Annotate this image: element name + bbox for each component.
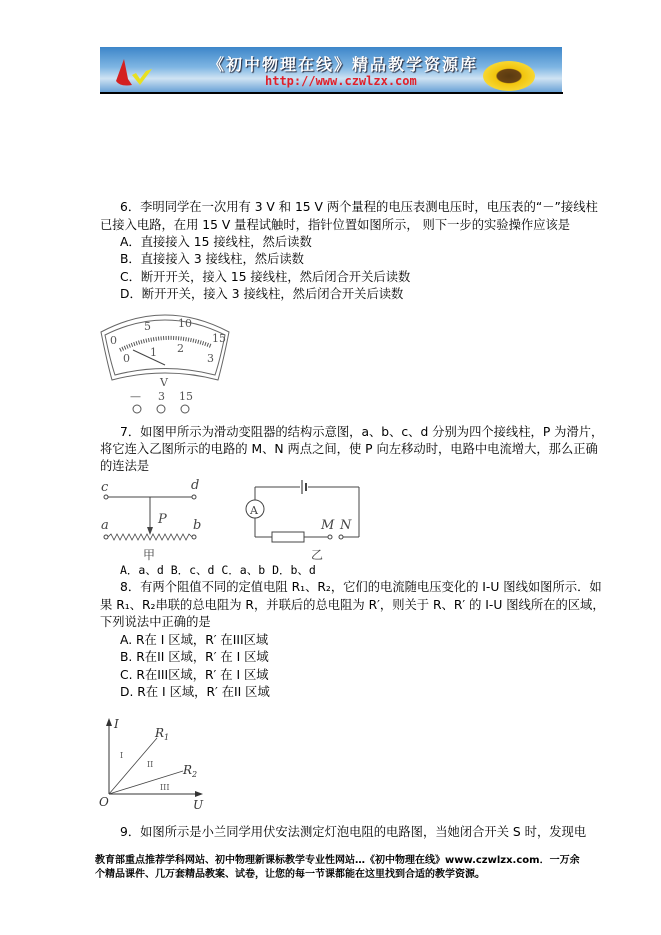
terminal-3-label: 3 <box>158 390 165 403</box>
banner-title: 《初中物理在线》精品教学资源库 <box>208 55 479 74</box>
q6-option-a: A．直接接入 15 接线柱，然后读数 <box>120 235 312 249</box>
terminal-a-label: a <box>101 518 109 533</box>
scale-top-0: 0 <box>110 334 117 347</box>
x-axis-label: U <box>193 798 204 810</box>
scale-bottom-0: 0 <box>123 352 130 365</box>
q8-option-a: A. R在 I 区域，R′ 在III区域 <box>120 633 269 647</box>
scale-top-10: 10 <box>178 317 192 330</box>
scale-bottom-3: 3 <box>207 352 214 365</box>
iu-graph-figure <box>95 710 215 810</box>
scale-bottom-2: 2 <box>177 342 184 355</box>
q8-text-line: 8．有两个阻值不同的定值电阻 R₁、R₂，它们的电流随电压变化的 I-U 图线如图所示．如 <box>120 580 602 594</box>
origin-label: O <box>99 795 109 809</box>
q7-text-line: 将它连入乙图所示的电路的 M、N 两点之间，使 P 向左移动时，电路中电流增大，那么正确 <box>100 442 598 456</box>
q6-option-d: D．断开开关，接入 3 接线柱，然后闭合开关后读数 <box>120 287 404 301</box>
q8-text-line: 下列说法中正确的是 <box>100 615 211 629</box>
q8-option-b: B. R在II 区域，R′ 在 I 区域 <box>120 650 269 664</box>
y-axis-label: I <box>114 717 119 731</box>
sunflower-image <box>483 61 535 91</box>
region-ii-label: II <box>147 760 154 769</box>
q7-text-line: 7．如图甲所示为滑动变阻器的结构示意图，a、b、c、d 分别为四个接线柱，P 为滑片， <box>120 425 604 439</box>
ammeter-label: A <box>250 504 258 517</box>
banner-url: http://www.czwlzx.com <box>265 74 417 88</box>
q7-text-line: 的连法是 <box>100 459 150 473</box>
point-m-label: M <box>321 518 335 533</box>
region-iii-label: III <box>160 783 170 792</box>
q9-text-line: 9．如图所示是小兰同学用伏安法测定灯泡电阻的电路图，当她闭合开关 S 时，发现电 <box>120 825 587 839</box>
voltmeter-figure <box>95 310 235 420</box>
site-banner <box>100 47 562 92</box>
scale-top-5: 5 <box>144 320 151 333</box>
q8-option-d: D. R在 I 区域，R′ 在II 区域 <box>120 685 270 699</box>
footer-line: 教育部重点推荐学科网站、初中物理新课标教学专业性网站…《初中物理在线》www.czwlzx.com．一万余 <box>95 855 580 866</box>
figure-jia-caption: 甲 <box>143 548 156 562</box>
slider-p-label: P <box>158 512 167 527</box>
q8-option-c: C. R在III区域，R′ 在 I 区域 <box>120 668 269 682</box>
circuit-figure-yi <box>235 475 375 565</box>
site-logo-icon <box>110 57 160 91</box>
q7-options: A．a、d B．c、d C．a、b D．b、d <box>120 563 316 577</box>
region-i-label: I <box>120 751 124 760</box>
terminal-15-label: 15 <box>179 390 193 403</box>
scale-bottom-1: 1 <box>150 346 157 359</box>
terminal-minus-label: — <box>130 390 141 403</box>
q6-option-c: C．断开开关，接入 15 接线柱，然后闭合开关后读数 <box>120 270 411 284</box>
q6-option-b: B．直接接入 3 接线柱，然后读数 <box>120 252 304 266</box>
footer-line: 个精品课件、几万套精品教案、试卷，让您的每一节课都能在这里找到合适的教学资源。 <box>95 869 485 880</box>
terminal-c-label: c <box>101 480 109 495</box>
q6-text-line: 已接入电路，在用 15 V 量程试触时，指针位置如图所示， 则下一步的实验操作应该是 <box>100 218 571 232</box>
r1-label: $R_1$ <box>155 726 170 742</box>
voltmeter-unit: V <box>160 376 168 389</box>
figure-yi-caption: 乙 <box>311 548 324 562</box>
scale-top-15: 15 <box>212 332 226 345</box>
q8-text-line: 果 R₁、R₂串联的总电阻为 R，并联后的总电阻为 R′，则关于 R、R′ 的 I-U 图线所在的区域， <box>100 598 605 612</box>
rheostat-figure-jia <box>95 475 225 565</box>
terminal-b-label: b <box>193 518 202 533</box>
point-n-label: N <box>340 518 352 533</box>
r2-label: $R_2$ <box>183 763 198 779</box>
terminal-d-label: d <box>191 478 200 493</box>
banner-divider <box>100 92 563 94</box>
q6-text-line: 6．李明同学在一次用有 3 V 和 15 V 两个量程的电压表测电压时，电压表的“－”接线柱 <box>120 200 598 214</box>
